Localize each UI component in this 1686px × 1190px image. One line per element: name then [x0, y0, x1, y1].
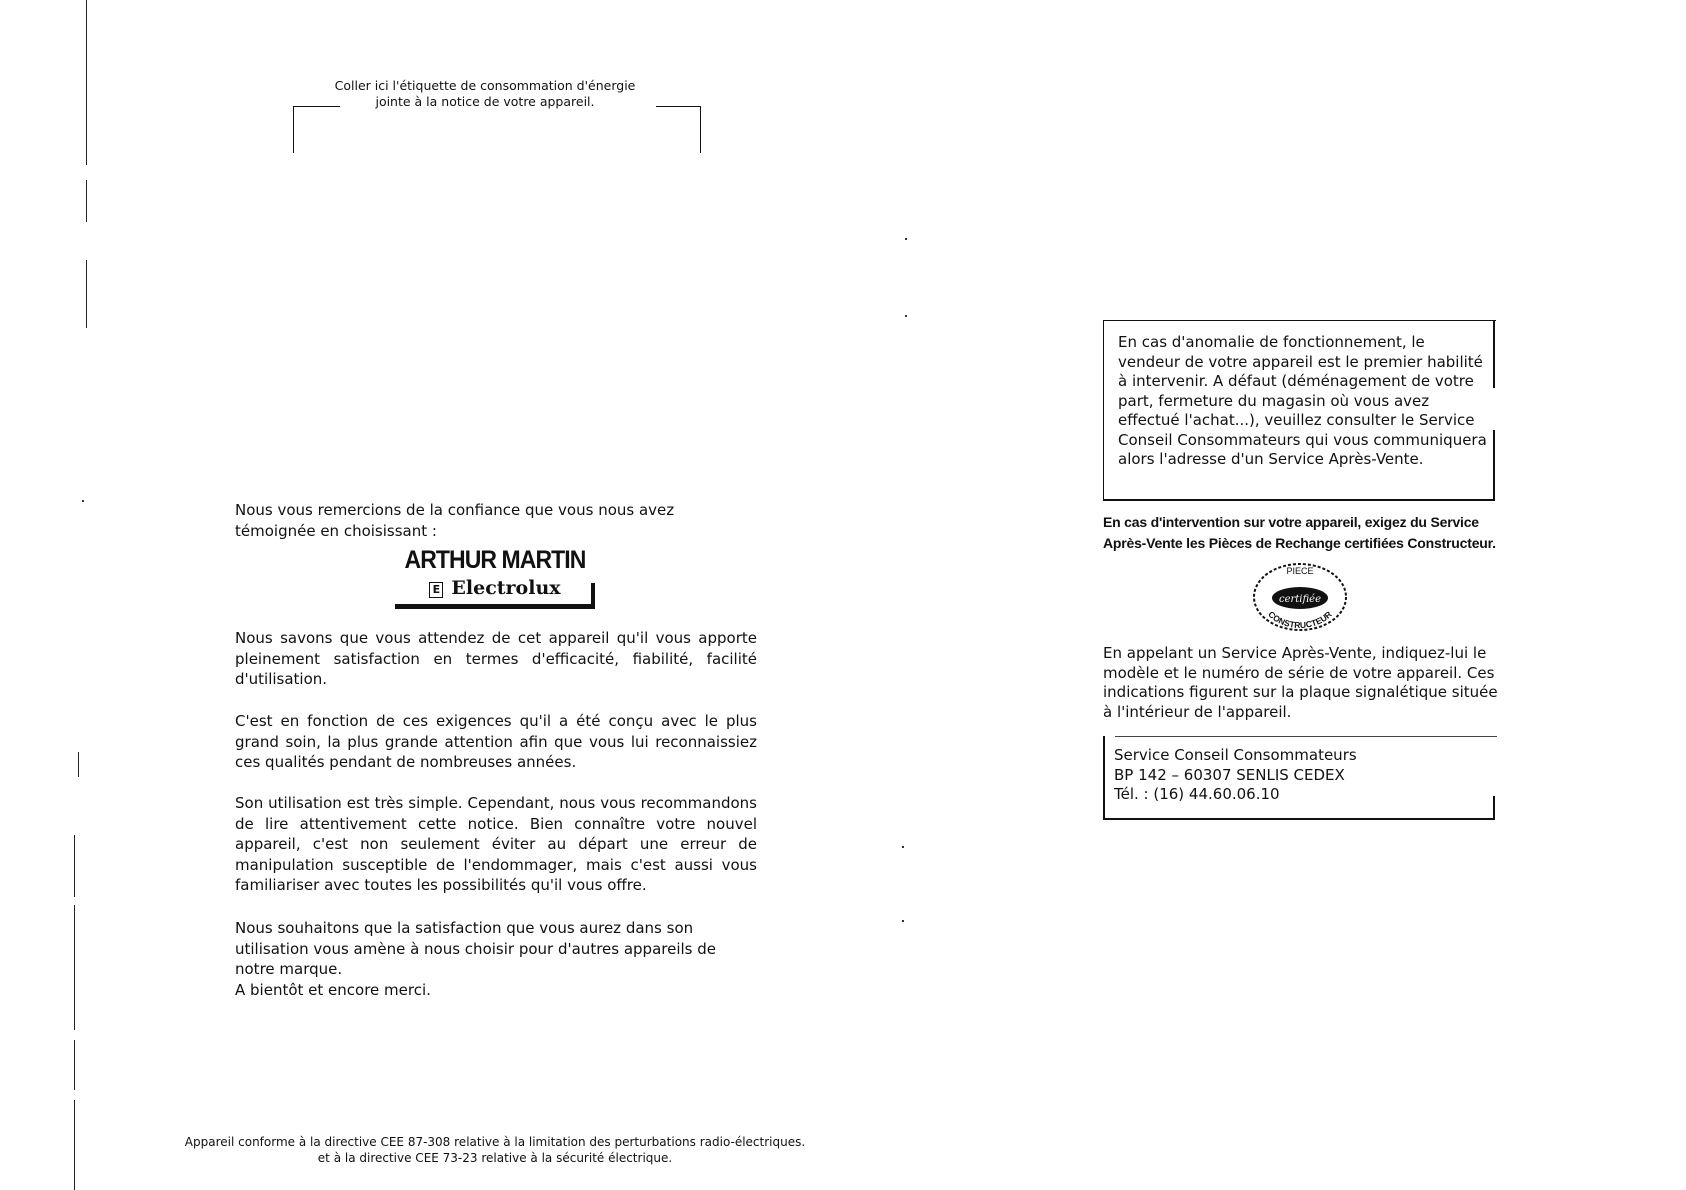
logo-underline	[395, 604, 595, 609]
brand-primary: ARTHUR MARTIN	[404, 546, 586, 574]
scan-mark	[74, 965, 75, 1030]
anomaly-box-edge	[1103, 499, 1495, 501]
seal-middle-text: certifiée	[1278, 594, 1322, 605]
serial-number-paragraph: En appelant un Service Après-Vente, indiquez-lui le modèle et le numéro de série de votre appareil. Ces indications figurent sur la plaque signalétique située à l'intérieur de l'appareil.	[1103, 644, 1498, 721]
scan-dot	[905, 315, 907, 317]
scan-dot	[905, 238, 907, 240]
certified-parts-seal	[1250, 562, 1350, 632]
paragraph-usage: Son utilisation est très simple. Cependant, nous vous recommandons de lire attentivement cette notice. Bien connaître votre nouvel appareil, c'est non seulement éviter au départ une erreur de manipulation susceptible de l'endommager, mais c'est aussi vous familiariser avec toutes les possibilités qu'il vous offre.	[235, 794, 757, 894]
thanks-paragraph: Nous vous remercions de la confiance que vous nous avez témoignée en choisissant :	[235, 501, 675, 540]
scan-mark	[74, 835, 75, 897]
energy-label-note	[300, 78, 670, 110]
energy-label-note-line2: jointe à la notice de votre appareil.	[375, 94, 595, 109]
scan-mark	[86, 180, 87, 222]
seal-top-text: PIECE	[1286, 566, 1314, 576]
brand-logo	[395, 546, 595, 599]
contact-box	[1114, 746, 1484, 805]
scan-dot	[902, 920, 904, 922]
scan-dot	[902, 846, 904, 848]
label-corner-left	[293, 106, 340, 153]
scan-mark	[74, 1100, 75, 1190]
contact-box-edge	[1103, 736, 1105, 820]
compliance-line1: Appareil conforme à la directive CEE 87-308 relative à la limitation des perturbations radio-électriques.	[184, 1135, 806, 1149]
scan-dot	[82, 500, 84, 502]
certified-parts-note: En cas d'intervention sur votre appareil, exigez du Service Après-Vente les Pièces de Rechange certifiées Constructeur.	[1103, 514, 1496, 551]
contact-box-edge	[1493, 796, 1495, 820]
paragraph-satisfaction: Nous souhaitons que la satisfaction que vous aurez dans son utilisation vous amène à nous choisir pour d'autres appareils de notre marque.	[235, 919, 717, 978]
electrolux-icon: E	[429, 582, 443, 598]
scan-mark	[86, 260, 87, 328]
brand-secondary: Electrolux	[451, 577, 561, 599]
contact-box-edge	[1103, 818, 1495, 820]
scan-mark	[86, 0, 87, 165]
paragraph-expectations: Nous savons que vous attendez de cet appareil qu'il vous apporte pleinement satisfaction en termes d'efficacité, fiabilité, facilité d'utilisation.	[235, 629, 757, 688]
contact-phone: Tél. : (16) 44.60.06.10	[1114, 785, 1280, 803]
compliance-footer	[160, 1134, 830, 1166]
seal-bottom-text: CONSTRUCTEUR	[1266, 609, 1334, 631]
anomaly-box-edge	[1493, 430, 1495, 500]
contact-box-edge	[1115, 736, 1497, 737]
contact-name: Service Conseil Consommateurs	[1114, 746, 1357, 764]
paragraph-design: C'est en fonction de ces exigences qu'il a été conçu avec le plus grand soin, la plus grande attention afin que vous lui reconnaissiez ces qualités pendant de nombreuses années.	[235, 712, 757, 771]
scan-mark	[78, 752, 79, 777]
energy-label-note-line1: Coller ici l'étiquette de consommation d'énergie	[334, 78, 636, 93]
anomaly-box-edge	[1493, 320, 1495, 388]
brand-secondary-row	[395, 577, 595, 599]
scan-mark	[74, 1040, 75, 1090]
label-corner-right	[656, 106, 701, 153]
closing-line: A bientôt et encore merci.	[235, 981, 431, 999]
anomaly-text: En cas d'anomalie de fonctionnement, le vendeur de votre appareil est le premier habilité à intervenir. A défaut (déménagement de votre part, fermeture du magasin où vous avez effectué l'achat...), veuillez consulter le Service Conseil Consommateurs qui vous communiquera alors l'adresse d'un Service Après-Vente.	[1118, 333, 1487, 468]
contact-address: BP 142 – 60307 SENLIS CEDEX	[1114, 765, 1345, 784]
scan-mark	[74, 905, 75, 965]
compliance-line2: et à la directive CEE 73-23 relative à la sécurité électrique.	[317, 1151, 673, 1165]
